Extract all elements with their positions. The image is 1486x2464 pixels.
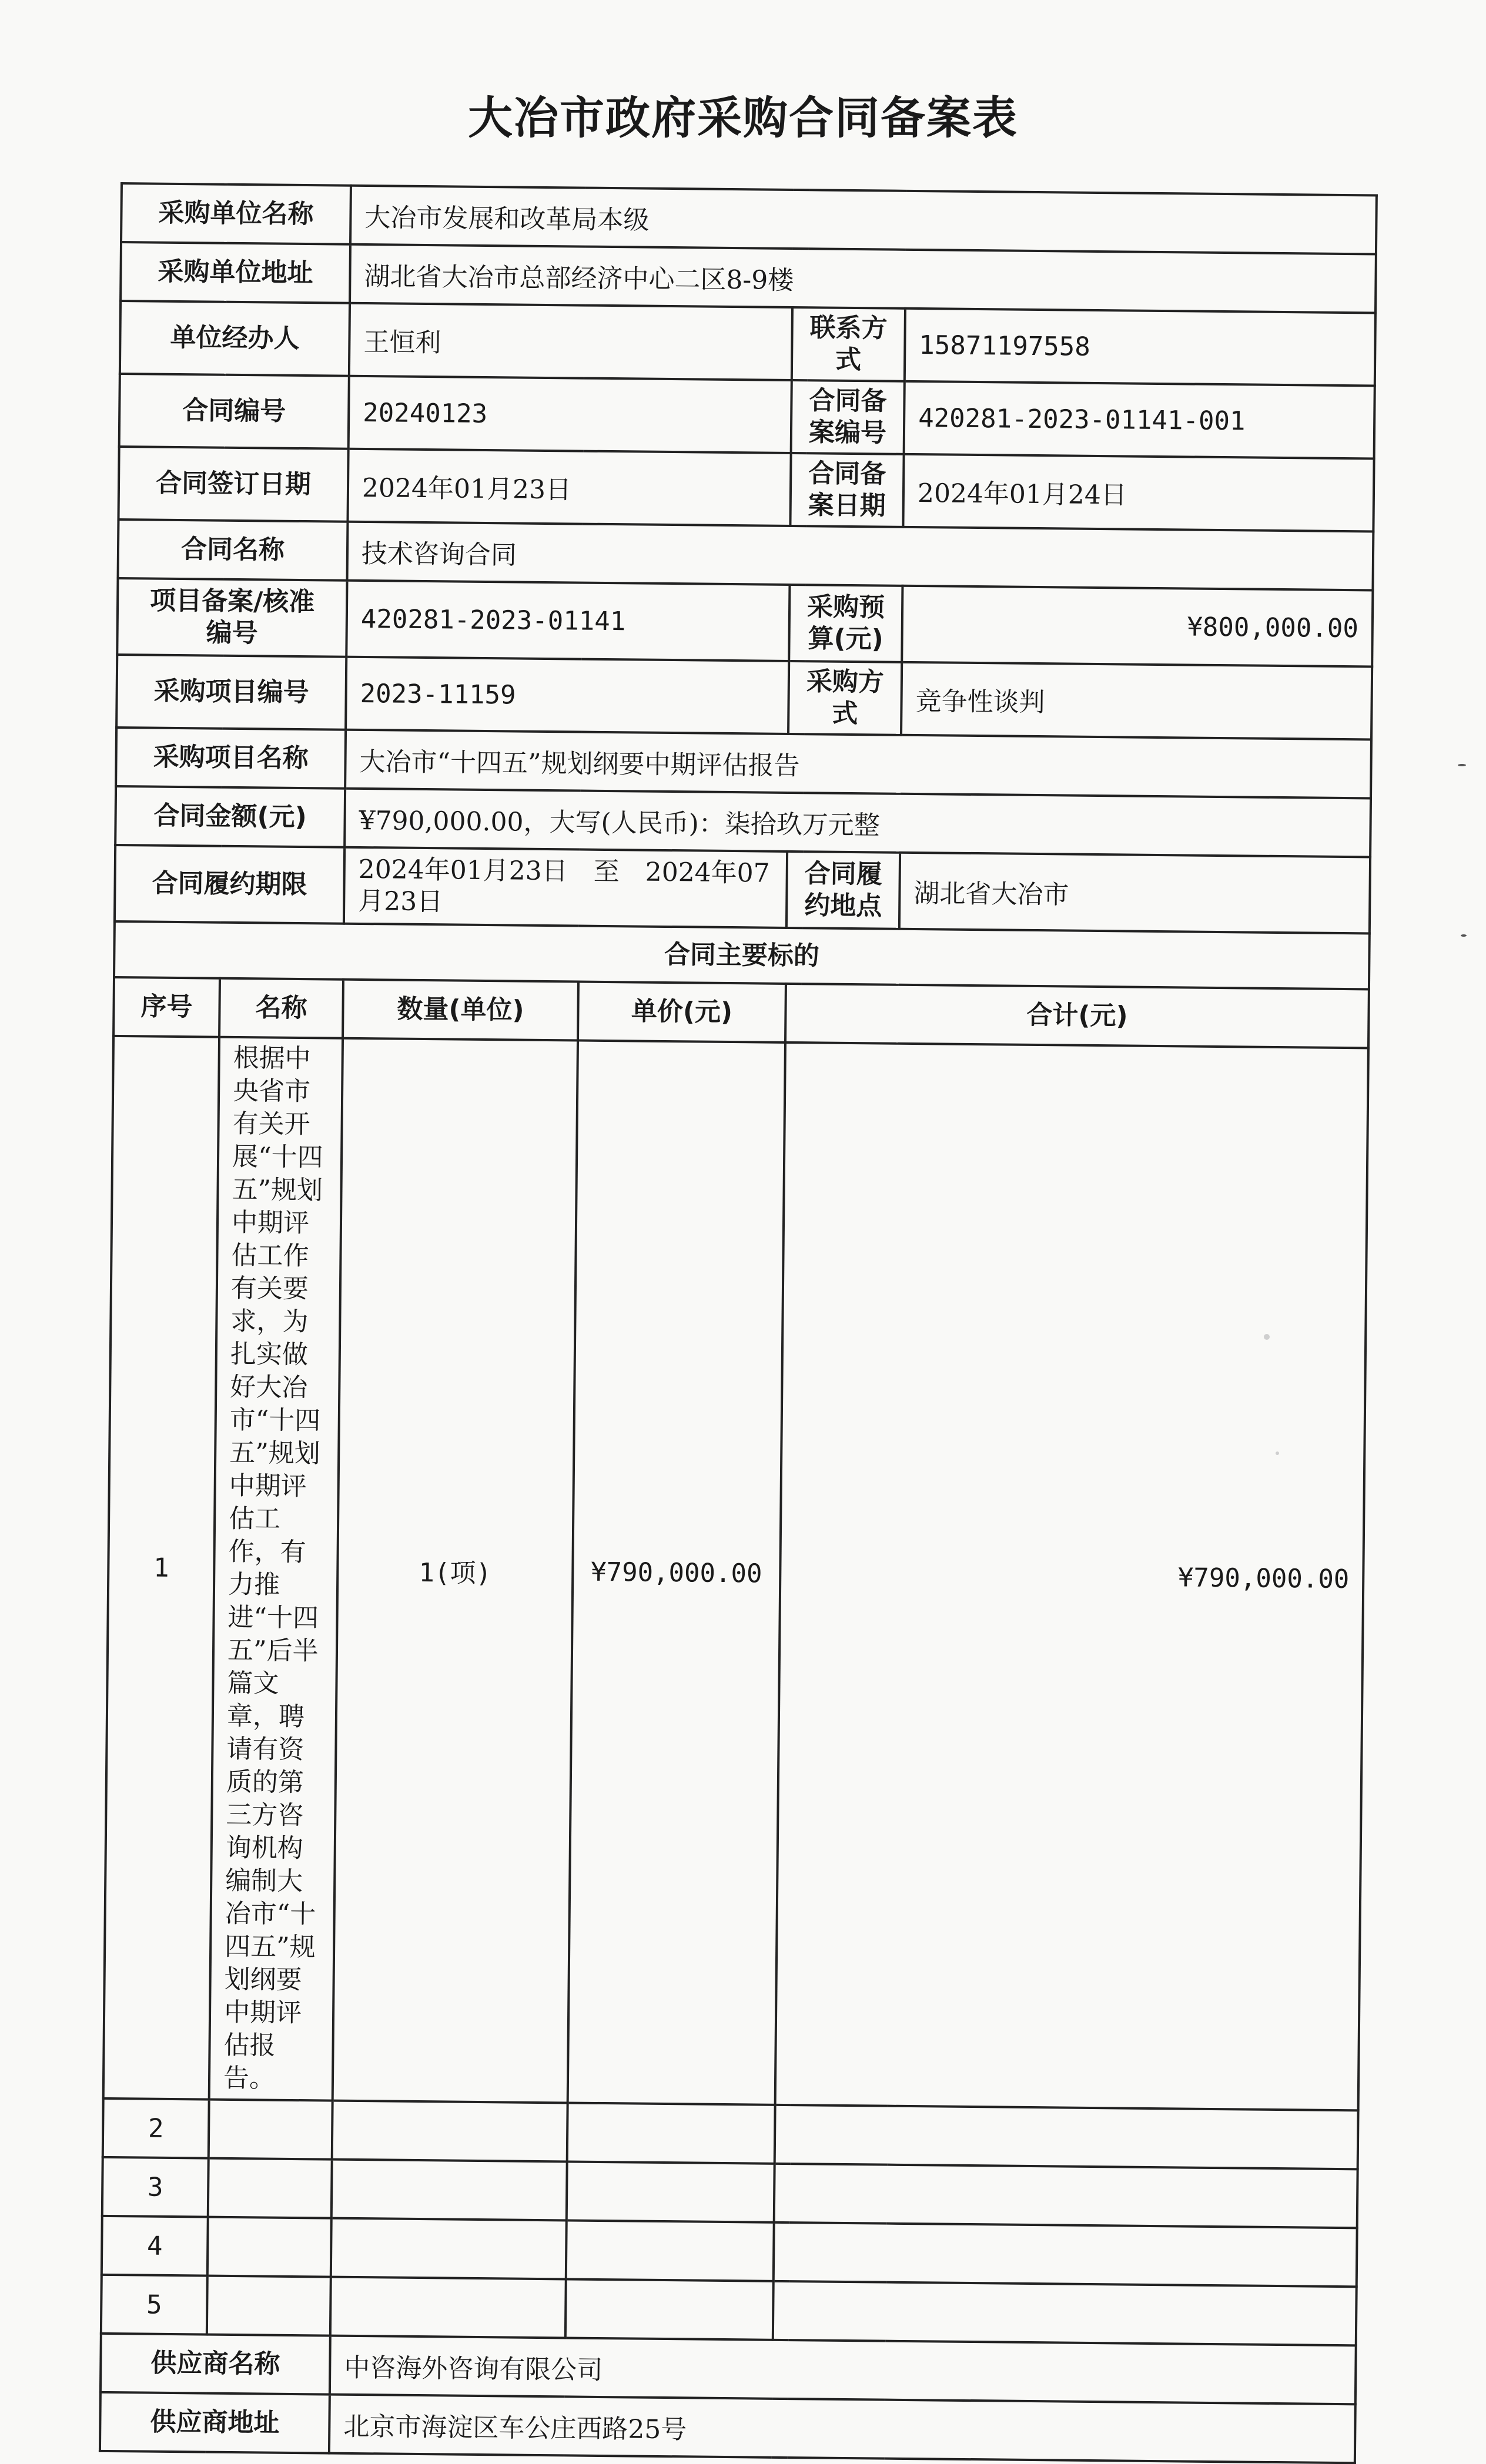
row-4-no: 4 (102, 2216, 208, 2276)
purchaser-name-label: 采购单位名称 (121, 183, 351, 244)
header-total: 合计(元) (785, 984, 1369, 1048)
project-name-label: 采购项目名称 (116, 728, 346, 789)
row-1-no: 1 (103, 1036, 219, 2100)
row-1-price: ¥790,000.00 (568, 1041, 785, 2105)
row-5-price (565, 2279, 774, 2339)
budget-label: 采购预算(元) (789, 585, 902, 662)
row-5-total (773, 2281, 1357, 2346)
row-1-name: 根据中央省市有关开展“十四五”规划中期评估工作有关要求，为扎实做好大冶市“十四五”规划中期评估工作，有力推进“十四五”后半篇文章，聘请有资质的第三方咨询机构编制大冶市“十四五”规划纲要中期评估报告。 (209, 1037, 343, 2101)
row-3-name (208, 2158, 332, 2218)
amount-value: ¥790,000.00，大写(人民币)：柒拾玖万元整 (344, 789, 1371, 857)
row-3-price (567, 2161, 775, 2222)
place-label: 合同履约地点 (786, 851, 900, 929)
row-3-total (774, 2164, 1358, 2228)
header-name: 名称 (219, 978, 343, 1038)
row-5-no: 5 (101, 2275, 207, 2335)
scan-speck (1276, 1451, 1279, 1455)
purchaser-address-value: 湖北省大冶市总部经济中心二区8-9楼 (350, 244, 1376, 313)
method-label: 采购方式 (788, 661, 902, 735)
record-date-label: 合同备案日期 (790, 453, 903, 527)
header-price: 单价(元) (578, 982, 786, 1042)
row-4-name (207, 2217, 332, 2277)
method-value: 竞争性谈判 (901, 662, 1372, 740)
contract-name-value: 技术咨询合同 (347, 522, 1374, 591)
record-no-label: 合同备案编号 (791, 380, 905, 454)
scan-speck (1264, 1334, 1270, 1340)
contact-value: 15871197558 (905, 309, 1375, 386)
sign-date-label: 合同签订日期 (118, 447, 348, 522)
row-sign-date (118, 447, 1374, 531)
row-4-qty (331, 2218, 567, 2279)
row-project-no (116, 655, 1372, 739)
record-form-table (99, 182, 1378, 2464)
record-date-value: 2024年01月24日 (903, 454, 1374, 532)
row-project-record (117, 578, 1373, 666)
row-4-price (566, 2220, 774, 2281)
sign-date-value: 2024年01月23日 (347, 449, 791, 526)
row-4-total (774, 2222, 1357, 2287)
supplier-address-label: 供应商地址 (100, 2392, 330, 2453)
header-no: 序号 (113, 977, 220, 1037)
items-section-title: 合同主要标的 (114, 921, 1370, 989)
row-2-qty (332, 2101, 568, 2162)
row-2-price (567, 2103, 775, 2163)
row-5-name (207, 2276, 331, 2336)
handler-value: 王恒利 (349, 303, 792, 380)
amount-label: 合同金额(元) (115, 786, 345, 847)
header-qty: 数量(单位) (343, 980, 578, 1041)
period-label: 合同履约期限 (115, 845, 344, 924)
purchaser-address-label: 采购单位地址 (121, 242, 350, 303)
contact-label: 联系方式 (792, 307, 905, 381)
row-2-no: 2 (103, 2098, 209, 2158)
row-2-total (775, 2105, 1358, 2170)
project-name-value: 大冶市“十四五”规划纲要中期评估报告 (345, 730, 1371, 799)
row-5-qty (330, 2277, 566, 2338)
supplier-name-label: 供应商名称 (101, 2334, 330, 2395)
period-value: 2024年01月23日 至 2024年07月23日 (344, 847, 787, 928)
project-record-label-line1: 项目备案/核准 (149, 585, 315, 618)
row-3-no: 3 (102, 2157, 209, 2217)
project-no-label: 采购项目编号 (116, 655, 346, 730)
contract-name-label: 合同名称 (118, 519, 348, 581)
row-handler (120, 301, 1375, 385)
project-record-label-line2: 编号 (206, 618, 258, 649)
record-no-value: 420281-2023-01141-001 (904, 381, 1375, 459)
project-record-label (117, 578, 347, 657)
scan-speck (1461, 934, 1467, 937)
row-1-total: ¥790,000.00 (775, 1042, 1368, 2110)
contract-no-label: 合同编号 (119, 374, 349, 449)
place-value: 湖北省大冶市 (899, 853, 1370, 934)
purchaser-name-value: 大冶市发展和改革局本级 (350, 186, 1377, 254)
supplier-name-value: 中咨海外咨询有限公司 (330, 2336, 1356, 2405)
project-record-value: 420281-2023-01141 (346, 581, 789, 661)
supplier-address-value: 北京市海淀区车公庄西路25号 (329, 2395, 1356, 2463)
page-title: 大冶市政府采购合同备案表 (468, 92, 1018, 144)
row-supplier-address (100, 2392, 1356, 2463)
budget-value: ¥800,000.00 (902, 586, 1373, 667)
row-2-name (209, 2100, 333, 2160)
project-no-value: 2023-11159 (346, 657, 789, 734)
row-contract-no (119, 374, 1375, 458)
row-3-qty (332, 2160, 567, 2221)
row-1-qty: 1(项) (333, 1038, 578, 2103)
handler-label: 单位经办人 (120, 301, 350, 376)
table-row (103, 1036, 1368, 2110)
contract-no-value: 20240123 (349, 376, 792, 453)
scan-speck (1458, 764, 1466, 766)
row-period (115, 845, 1370, 933)
